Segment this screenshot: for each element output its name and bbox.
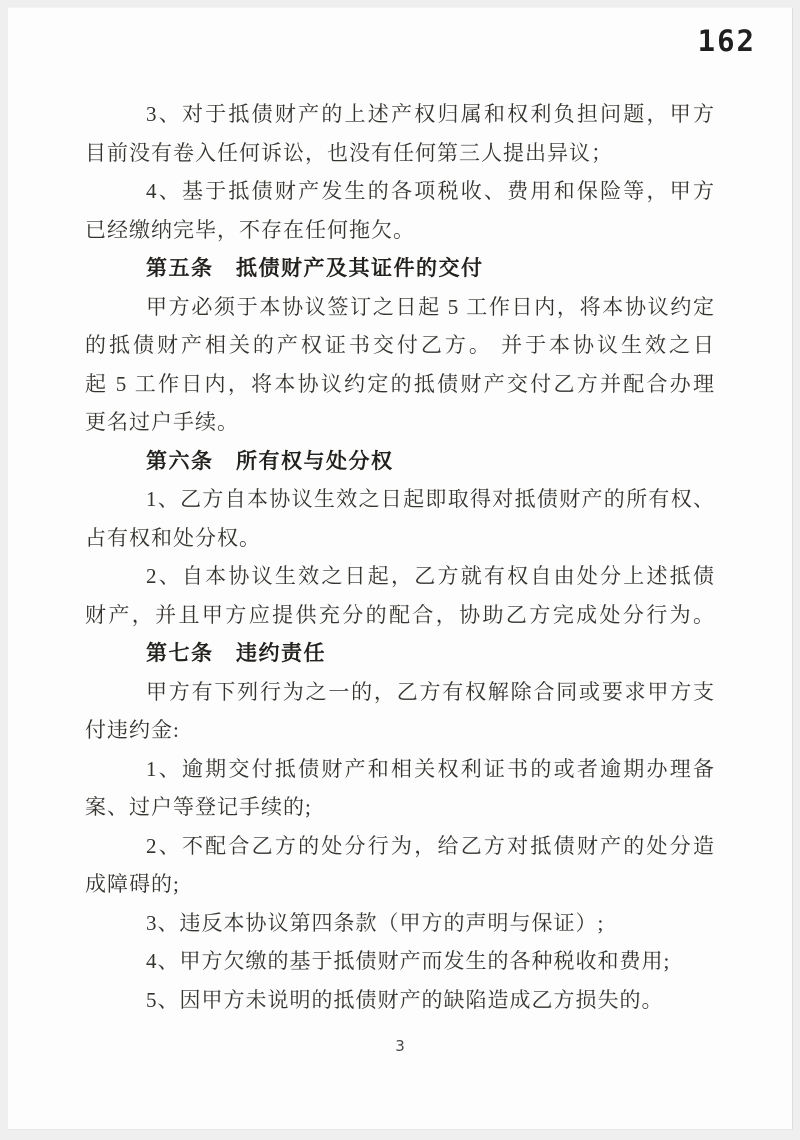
contract-line: 的抵债财产相关的产权证书交付乙方。 并于本协议生效之日 [85,333,715,357]
contract-line: 财产，并且甲方应提供充分的配合，协助乙方完成处分行为。 [85,602,715,627]
contract-line: 1、乙方自本协议生效之日起即取得对抵债财产的所有权、 [146,487,715,511]
heading-article-five: 第五条 抵债财产及其证件的交付 [146,256,484,280]
contract-line: 占有权和处分权。 [85,525,261,550]
contract-line: 更名过户手续。 [85,410,239,434]
contract-line: 甲方有下列行为之一的，乙方有权解除合同或要求甲方支 [146,679,715,704]
contract-line: 案、过户等登记手续的; [85,795,312,819]
contract-line: 甲方必须于本协议签订之日起 5 工作日内，将本协议约定 [146,294,715,319]
contract-line: 3、对于抵债财产的上述产权归属和权利负担问题，甲方 [146,102,715,126]
heading-article-six: 第六条 所有权与处分权 [146,448,394,473]
contract-line: 5、因甲方未说明的抵债财产的缺陷造成乙方损失的。 [146,987,664,1012]
contract-line: 成障碍的; [85,872,180,896]
contract-line: 2、自本协议生效之日起，乙方就有权自由处分上述抵债 [146,564,715,588]
contract-line: 3、违反本协议第四条款（甲方的声明与保证）; [146,910,605,935]
contract-line: 起 5 工作日内，将本协议约定的抵债财产交付乙方并配合办理 [85,371,715,396]
contract-line: 目前没有卷入任何诉讼，也没有任何第三人提出异议； [85,140,613,165]
page-number-bottom: 3 [395,1037,405,1055]
document-page [8,7,793,1130]
page-number-top: 162 [697,24,756,58]
heading-article-seven: 第七条 违约责任 [146,641,326,665]
contract-line: 付违约金: [85,718,180,742]
contract-line: 4、基于抵债财产发生的各项税收、费用和保险等，甲方 [146,179,715,203]
contract-line: 已经缴纳完毕，不存在任何拖欠。 [85,217,415,242]
contract-body [85,95,715,1019]
contract-line: 1、逾期交付抵债财产和相关权利证书的或者逾期办理备 [146,756,715,781]
contract-line: 2、不配合乙方的处分行为，给乙方对抵债财产的处分造 [146,833,715,858]
contract-line: 4、甲方欠缴的基于抵债财产而发生的各种税收和费用; [146,949,671,973]
